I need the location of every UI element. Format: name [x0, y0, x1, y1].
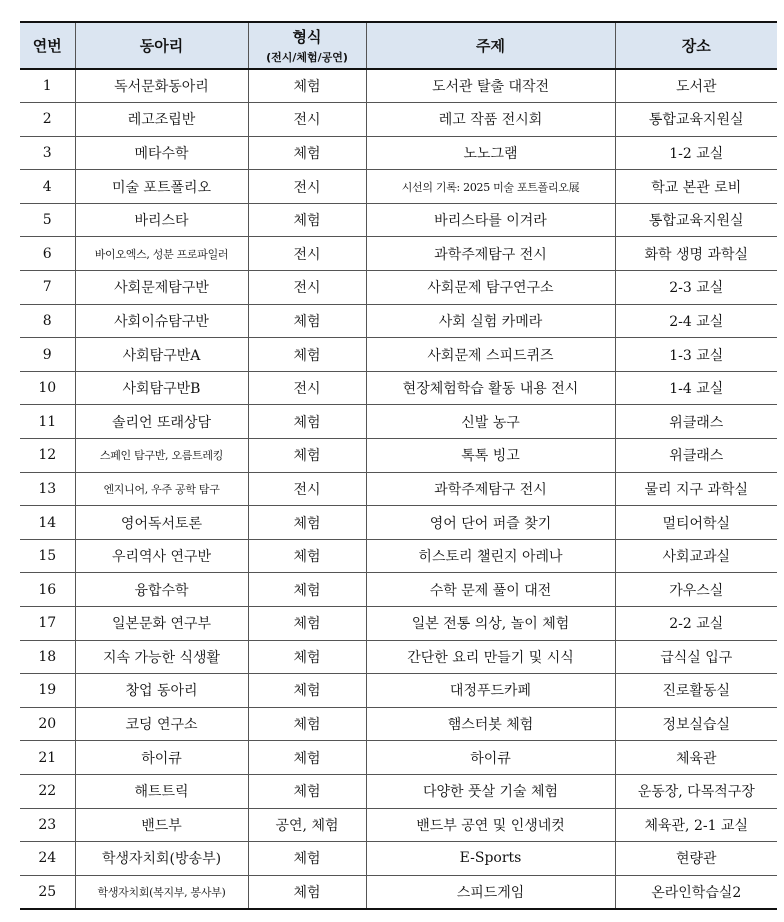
cell-place: 체육관, 2-1 교실 — [615, 808, 777, 842]
cell-format: 체험 — [248, 875, 366, 909]
cell-place: 위클래스 — [615, 439, 777, 473]
table-row — [20, 539, 777, 573]
cell-topic: 사회 실험 카메라 — [366, 304, 615, 338]
table-row — [20, 203, 777, 237]
cell-format: 체험 — [248, 741, 366, 775]
cell-topic: 사회문제 탐구연구소 — [366, 271, 615, 305]
cell-topic: 레고 작품 전시회 — [366, 103, 615, 137]
cell-place: 정보실습실 — [615, 707, 777, 741]
cell-place: 2-2 교실 — [615, 607, 777, 641]
header-club: 동아리 — [75, 22, 248, 69]
cell-topic: 신발 농구 — [366, 405, 615, 439]
cell-club: 독서문화동아리 — [75, 69, 248, 103]
cell-no: 14 — [20, 506, 75, 540]
cell-no: 7 — [20, 271, 75, 305]
table-row — [20, 237, 777, 271]
cell-topic: 햄스터봇 체험 — [366, 707, 615, 741]
cell-no: 21 — [20, 741, 75, 775]
table-row — [20, 472, 777, 506]
cell-place: 학교 본관 로비 — [615, 170, 777, 204]
cell-topic: E-Sports — [366, 842, 615, 876]
cell-format: 체험 — [248, 707, 366, 741]
cell-no: 24 — [20, 842, 75, 876]
cell-place: 통합교육지원실 — [615, 203, 777, 237]
cell-place: 2-3 교실 — [615, 271, 777, 305]
header-format-label: 형식 — [292, 28, 322, 46]
cell-no: 18 — [20, 640, 75, 674]
cell-place: 위클래스 — [615, 405, 777, 439]
table-row — [20, 808, 777, 842]
cell-format: 체험 — [248, 573, 366, 607]
cell-format: 체험 — [248, 674, 366, 708]
cell-place: 1-2 교실 — [615, 136, 777, 170]
cell-topic: 수학 문제 풀이 대전 — [366, 573, 615, 607]
cell-no: 8 — [20, 304, 75, 338]
cell-topic: 현장체험학습 활동 내용 전시 — [366, 371, 615, 405]
cell-club: 메타수학 — [75, 136, 248, 170]
cell-format: 체험 — [248, 338, 366, 372]
cell-topic: 바리스타를 이겨라 — [366, 203, 615, 237]
cell-no: 17 — [20, 607, 75, 641]
cell-format: 전시 — [248, 103, 366, 137]
cell-topic: 과학주제탐구 전시 — [366, 472, 615, 506]
table-body — [20, 69, 777, 909]
cell-place: 1-3 교실 — [615, 338, 777, 372]
cell-topic: 사회문제 스피드퀴즈 — [366, 338, 615, 372]
cell-format: 체험 — [248, 640, 366, 674]
cell-topic: 다양한 풋살 기술 체험 — [366, 774, 615, 808]
cell-place: 물리 지구 과학실 — [615, 472, 777, 506]
cell-format: 체험 — [248, 136, 366, 170]
cell-format: 체험 — [248, 774, 366, 808]
cell-place: 1-4 교실 — [615, 371, 777, 405]
header-format-sub: (전시/체험/공연) — [266, 51, 348, 64]
cell-no: 13 — [20, 472, 75, 506]
cell-format: 체험 — [248, 506, 366, 540]
cell-topic: 노노그램 — [366, 136, 615, 170]
cell-format: 체험 — [248, 439, 366, 473]
cell-topic: 과학주제탐구 전시 — [366, 237, 615, 271]
cell-topic: 간단한 요리 만들기 및 시식 — [366, 640, 615, 674]
cell-place: 멀티어학실 — [615, 506, 777, 540]
header-place: 장소 — [615, 22, 777, 69]
cell-place: 급식실 입구 — [615, 640, 777, 674]
table-row — [20, 338, 777, 372]
table-row — [20, 875, 777, 909]
table-row — [20, 439, 777, 473]
cell-place: 진로활동실 — [615, 674, 777, 708]
table-row — [20, 640, 777, 674]
cell-format: 전시 — [248, 170, 366, 204]
cell-topic: 히스토리 챌린지 아레나 — [366, 539, 615, 573]
cell-place: 화학 생명 과학실 — [615, 237, 777, 271]
cell-no: 12 — [20, 439, 75, 473]
cell-topic: 영어 단어 퍼즐 찾기 — [366, 506, 615, 540]
cell-club: 엔지니어, 우주 공학 탐구 — [75, 472, 248, 506]
cell-topic: 일본 전통 의상, 놀이 체험 — [366, 607, 615, 641]
table-row — [20, 304, 777, 338]
cell-format: 전시 — [248, 237, 366, 271]
header-topic: 주제 — [366, 22, 615, 69]
table-row — [20, 741, 777, 775]
table-row — [20, 170, 777, 204]
cell-format: 체험 — [248, 405, 366, 439]
cell-no: 1 — [20, 69, 75, 103]
cell-no: 20 — [20, 707, 75, 741]
cell-no: 4 — [20, 170, 75, 204]
cell-place: 사회교과실 — [615, 539, 777, 573]
cell-place: 체육관 — [615, 741, 777, 775]
cell-club: 바리스타 — [75, 203, 248, 237]
table-row — [20, 774, 777, 808]
table-row — [20, 371, 777, 405]
cell-club: 창업 동아리 — [75, 674, 248, 708]
cell-place: 현량관 — [615, 842, 777, 876]
cell-place: 가우스실 — [615, 573, 777, 607]
cell-club: 사회탐구반A — [75, 338, 248, 372]
cell-no: 19 — [20, 674, 75, 708]
cell-format: 체험 — [248, 69, 366, 103]
cell-place: 2-4 교실 — [615, 304, 777, 338]
cell-no: 15 — [20, 539, 75, 573]
cell-club: 코딩 연구소 — [75, 707, 248, 741]
cell-no: 25 — [20, 875, 75, 909]
table-row — [20, 136, 777, 170]
cell-no: 3 — [20, 136, 75, 170]
cell-club: 바이오엑스, 성분 프로파일러 — [75, 237, 248, 271]
cell-place: 운동장, 다목적구장 — [615, 774, 777, 808]
cell-no: 6 — [20, 237, 75, 271]
cell-no: 23 — [20, 808, 75, 842]
table-row — [20, 707, 777, 741]
cell-club: 레고조립반 — [75, 103, 248, 137]
cell-format: 체험 — [248, 203, 366, 237]
table-row — [20, 103, 777, 137]
cell-no: 16 — [20, 573, 75, 607]
cell-club: 융합수학 — [75, 573, 248, 607]
cell-club: 사회이슈탐구반 — [75, 304, 248, 338]
cell-club: 사회탐구반B — [75, 371, 248, 405]
cell-no: 11 — [20, 405, 75, 439]
table-row — [20, 405, 777, 439]
table-row — [20, 573, 777, 607]
cell-club: 학생자치회(복지부, 봉사부) — [75, 875, 248, 909]
cell-club: 밴드부 — [75, 808, 248, 842]
cell-format: 체험 — [248, 607, 366, 641]
cell-topic: 도서관 탈출 대작전 — [366, 69, 615, 103]
cell-format: 체험 — [248, 842, 366, 876]
cell-topic: 톡톡 빙고 — [366, 439, 615, 473]
cell-format: 체험 — [248, 539, 366, 573]
cell-topic: 하이큐 — [366, 741, 615, 775]
cell-club: 해트트릭 — [75, 774, 248, 808]
cell-topic: 스피드게임 — [366, 875, 615, 909]
header-no: 연번 — [20, 22, 75, 69]
cell-club: 일본문화 연구부 — [75, 607, 248, 641]
cell-format: 공연, 체험 — [248, 808, 366, 842]
table-row — [20, 69, 777, 103]
cell-club: 솔리언 또래상담 — [75, 405, 248, 439]
header-row — [20, 22, 777, 69]
table-row — [20, 674, 777, 708]
table-row — [20, 506, 777, 540]
cell-club: 우리역사 연구반 — [75, 539, 248, 573]
cell-no: 22 — [20, 774, 75, 808]
cell-no: 9 — [20, 338, 75, 372]
cell-format: 체험 — [248, 304, 366, 338]
cell-format: 전시 — [248, 371, 366, 405]
table-row — [20, 607, 777, 641]
cell-club: 지속 가능한 식생활 — [75, 640, 248, 674]
cell-no: 2 — [20, 103, 75, 137]
cell-topic: 대정푸드카페 — [366, 674, 615, 708]
table-row — [20, 842, 777, 876]
cell-place: 도서관 — [615, 69, 777, 103]
cell-place: 통합교육지원실 — [615, 103, 777, 137]
cell-format: 전시 — [248, 271, 366, 305]
cell-topic: 시선의 기록: 2025 미술 포트폴리오展 — [366, 170, 615, 204]
cell-club: 학생자치회(방송부) — [75, 842, 248, 876]
cell-topic: 밴드부 공연 및 인생네컷 — [366, 808, 615, 842]
cell-no: 10 — [20, 371, 75, 405]
cell-club: 하이큐 — [75, 741, 248, 775]
cell-club: 영어독서토론 — [75, 506, 248, 540]
cell-format: 전시 — [248, 472, 366, 506]
cell-club: 미술 포트폴리오 — [75, 170, 248, 204]
cell-club: 사회문제탐구반 — [75, 271, 248, 305]
table-row — [20, 271, 777, 305]
cell-place: 온라인학습실2 — [615, 875, 777, 909]
header-format — [248, 22, 366, 69]
cell-club: 스페인 탐구반, 오름트레킹 — [75, 439, 248, 473]
club-table — [20, 21, 777, 910]
cell-no: 5 — [20, 203, 75, 237]
